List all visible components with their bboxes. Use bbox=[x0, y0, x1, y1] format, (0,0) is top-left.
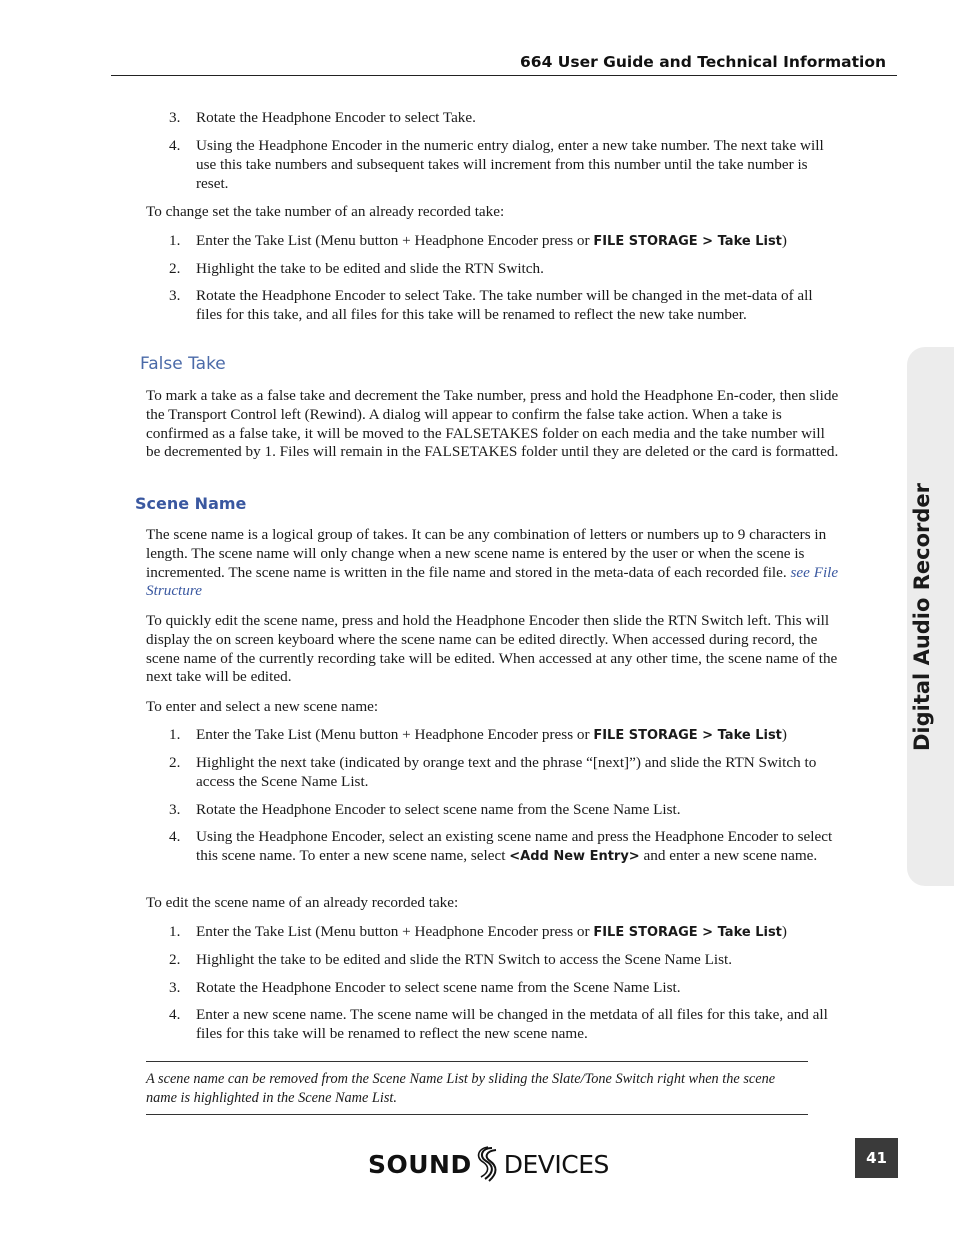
logo-devices-text: DEVICES bbox=[503, 1149, 609, 1179]
ui-path: FILE STORAGE > Take List bbox=[593, 728, 782, 743]
logo-sound-text: SOUND bbox=[368, 1149, 472, 1179]
list-text: Rotate the Headphone Encoder to select scene name from the Scene Name List. bbox=[196, 801, 681, 818]
ui-path: FILE STORAGE > Take List bbox=[593, 925, 782, 940]
list-text: Highlight the next take (indicated by orange text and the phrase “[next]”) and slide the RTN Switch to access the Scene Name List. bbox=[196, 754, 817, 790]
list-text: Enter the Take List (Menu button + Headphone Encoder press or FILE STORAGE > Take List) bbox=[196, 232, 787, 249]
paragraph: To change set the take number of an already recorded take: bbox=[146, 203, 505, 220]
list-text: Using the Headphone Encoder in the numeric entry dialog, enter a new take number. The next take will use this take numbers and subsequent takes will increment from this number until the take number is reset. bbox=[196, 137, 824, 192]
list-text: Rotate the Headphone Encoder to select Take. The take number will be changed in the met-data of all files for this take, and all files for this take will be renamed to reflect the new take number. bbox=[196, 287, 813, 323]
list-text: Enter the Take List (Menu button + Headphone Encoder press or FILE STORAGE > Take List) bbox=[196, 726, 787, 743]
paragraph: The scene name is a logical group of takes. It can be any combination of letters or numbers up to 9 characters in length. The scene name will only change when a new scene name is entered by the user or when the scene is incremented. The scene name is written in the file name and stored in the meta-data of each recorded file. see File Structure bbox=[146, 526, 839, 600]
list-number: 4. bbox=[169, 828, 181, 845]
paragraph: To edit the scene name of an already recorded take: bbox=[146, 894, 459, 911]
list-number: 3. bbox=[169, 979, 181, 996]
see-file-structure-link[interactable]: see File Structure bbox=[146, 563, 839, 600]
note-rule-bottom bbox=[146, 1114, 808, 1115]
paragraph: To quickly edit the scene name, press and hold the Headphone Encoder then slide the RTN Switch left. This will display the on screen keyboard where the scene name can be edited directly. When accessed during record, the scene name of the currently recording take will be edited. When accessed at any other time, the scene name of the next take will be edited. bbox=[146, 612, 838, 686]
section-subheading: False Take bbox=[140, 354, 226, 374]
paragraph: To enter and select a new scene name: bbox=[146, 698, 379, 715]
list-text: Highlight the take to be edited and slide the RTN Switch to access the Scene Name List. bbox=[196, 951, 732, 968]
list-number: 2. bbox=[169, 951, 181, 968]
list-number: 1. bbox=[169, 923, 181, 940]
list-number: 4. bbox=[169, 137, 181, 154]
side-tab-label: Digital Audio Recorder bbox=[910, 482, 934, 752]
list-number: 3. bbox=[169, 801, 181, 818]
note-rule-top bbox=[146, 1061, 808, 1062]
header-rule bbox=[111, 75, 897, 76]
list-text: Using the Headphone Encoder, select an existing scene name and press the Headphone Encoder to select this scene name. To enter a new scene name, select <Add New Entry> and enter a new scene name. bbox=[196, 828, 833, 864]
swirl-icon bbox=[473, 1145, 503, 1183]
page-number: 41 bbox=[855, 1138, 898, 1178]
list-text: Enter the Take List (Menu button + Headphone Encoder press or FILE STORAGE > Take List) bbox=[196, 923, 787, 940]
list-text: Rotate the Headphone Encoder to select scene name from the Scene Name List. bbox=[196, 979, 681, 996]
sound-devices-logo bbox=[368, 1144, 609, 1184]
list-number: 2. bbox=[169, 260, 181, 277]
ui-label: <Add New Entry> bbox=[509, 848, 640, 864]
note-text: A scene name can be removed from the Scene Name List by sliding the Slate/Tone Switch right when the scene name is highlighted in the Scene Name List. bbox=[146, 1071, 776, 1106]
list-number: 1. bbox=[169, 232, 181, 249]
list-number: 1. bbox=[169, 726, 181, 743]
paragraph: To mark a take as a false take and decrement the Take number, press and hold the Headphone En-coder, then slide the Transport Control left (Rewind). A dialog will appear to confirm the false take action. When a take is confirmed as a false take, it will be moved to the FALSETAKES folder on each media and the take number will be decremented by 1. Files will remain in the FALSETAKES folder until they are deleted or the card is formatted. bbox=[146, 387, 839, 461]
ui-path: FILE STORAGE > Take List bbox=[593, 234, 782, 249]
list-text: Rotate the Headphone Encoder to select Take. bbox=[196, 109, 476, 126]
list-text: Enter a new scene name. The scene name will be changed in the metdata of all files for this take, and all files for this take will be renamed to reflect the new scene name. bbox=[196, 1006, 828, 1042]
list-text: Highlight the take to be edited and slide the RTN Switch. bbox=[196, 260, 544, 277]
list-number: 3. bbox=[169, 109, 181, 126]
list-number: 4. bbox=[169, 1006, 181, 1023]
list-number: 3. bbox=[169, 287, 181, 304]
page-header-title: 664 User Guide and Technical Information bbox=[520, 53, 886, 71]
section-heading: Scene Name bbox=[135, 494, 247, 513]
list-number: 2. bbox=[169, 754, 181, 771]
